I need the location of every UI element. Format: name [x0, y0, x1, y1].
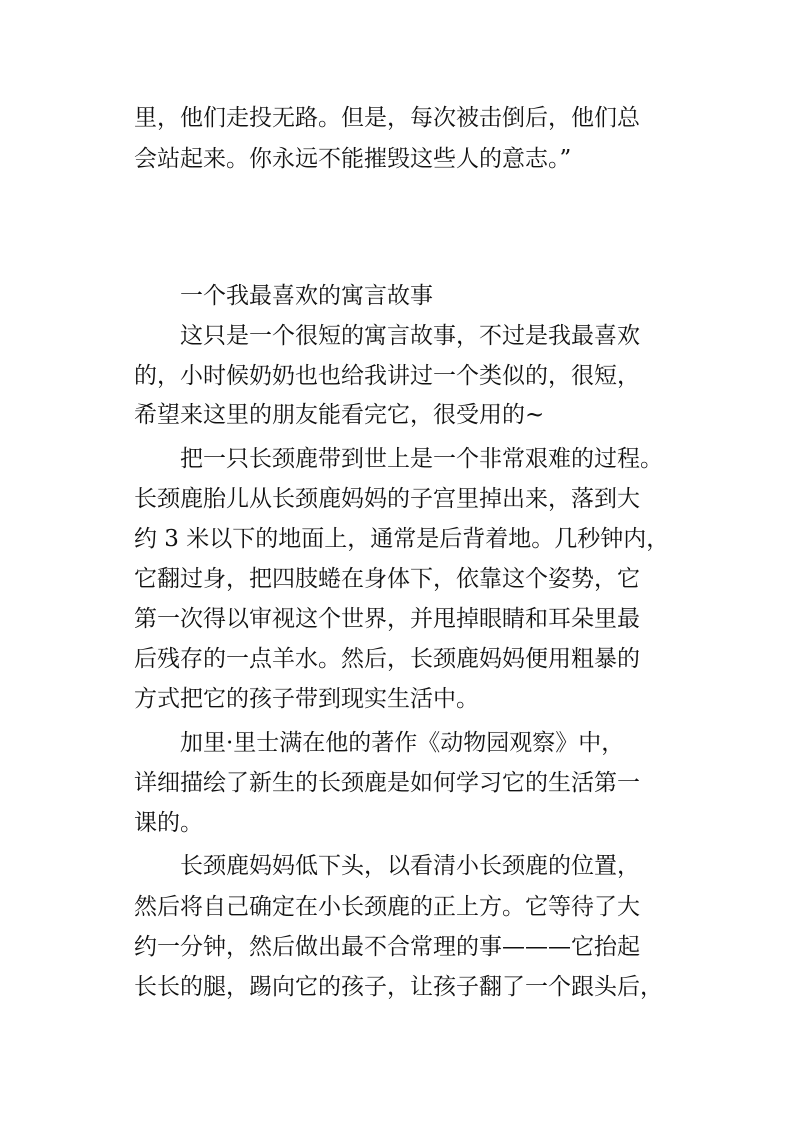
text-line: 然后将自己确定在小长颈鹿的正上方。它等待了大 [134, 894, 640, 920]
text-line: 会站起来。你永远不能摧毁这些人的意志。” [134, 146, 572, 172]
text-line: 里，他们走投无路。但是，每次被击倒后，他们总 [134, 105, 640, 131]
text-line: 方式把它的孩子带到现实生活中。 [134, 686, 479, 712]
text-line: 希望来这里的朋友能看完它，很受用的~ [134, 402, 545, 428]
text-line: 长长的腿，踢向它的孩子，让孩子翻了一个跟头后， [134, 974, 663, 1000]
text-line: 长颈鹿胎儿从长颈鹿妈妈的子宫里掉出来，落到大 [134, 486, 640, 512]
text-line: 详细描绘了新生的长颈鹿是如何学习它的生活第一 [134, 770, 640, 796]
text-line: 它翻过身，把四肢蜷在身体下，依靠这个姿势，它 [134, 566, 640, 592]
paragraph-start: 把一只长颈鹿带到世上是一个非常艰难的过程。 [180, 446, 663, 472]
section-title: 一个我最喜欢的寓言故事 [180, 283, 433, 309]
text-line: 后残存的一点羊水。然后，长颈鹿妈妈便用粗暴的 [134, 646, 640, 672]
paragraph-start: 加里·里士满在他的著作《动物园观察》中， [180, 730, 625, 756]
text-line: 课的。 [134, 810, 203, 836]
text-line: 第一次得以审视这个世界，并甩掉眼睛和耳朵里最 [134, 606, 640, 632]
paragraph-start: 这只是一个很短的寓言故事，不过是我最喜欢 [180, 323, 640, 349]
text-line: 约一分钟，然后做出最不合常理的事———它抬起 [134, 934, 640, 960]
text-line: 的，小时候奶奶也也给我讲过一个类似的，很短， [134, 363, 640, 389]
paragraph-start: 长颈鹿妈妈低下头，以看清小长颈鹿的位置， [180, 853, 640, 879]
text-line: 约 3 米以下的地面上，通常是后背着地。几秒钟内， [134, 526, 670, 552]
